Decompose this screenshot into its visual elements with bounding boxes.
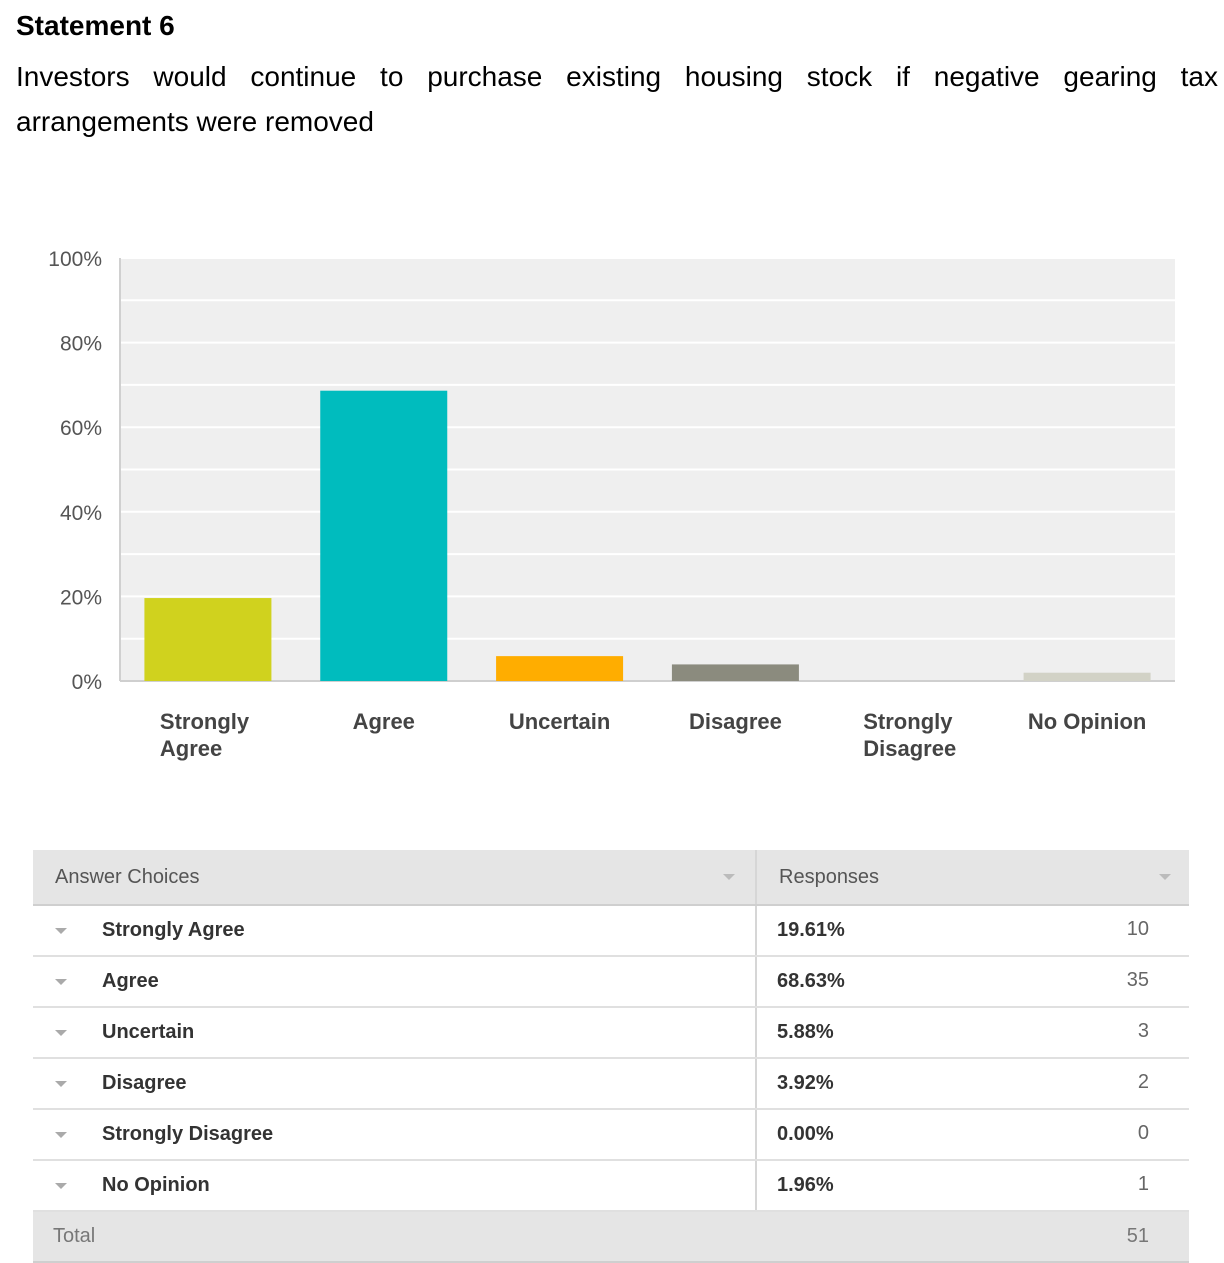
y-tick-label: 20% [59,586,102,610]
x-category-labels [160,709,1146,761]
response-count: 1 [1137,1173,1149,1195]
table-row [33,1007,1189,1058]
x-category-label: Uncertain [508,709,611,734]
response-count: 10 [1126,918,1149,940]
answer-choices-header[interactable] [33,850,756,905]
expand-arrow-icon[interactable] [55,1030,67,1036]
answer-choice: Agree [102,970,159,993]
total-count: 51 [756,1211,1189,1262]
table-row [33,956,1189,1007]
x-category-label: No Opinion [1027,709,1147,734]
statement-heading: Statement 6 [16,10,175,41]
x-category-label: Strongly Disagree [863,709,957,761]
answer-choices-header-label: Answer Choices [55,865,200,888]
x-category-label: Disagree [688,709,782,734]
table-row [33,1160,1189,1211]
responses-table [33,850,1189,1263]
bar-chart [0,240,1224,780]
y-tick-label: 60% [59,417,102,441]
sort-arrow-icon[interactable] [723,874,735,880]
response-percent: 3.92% [777,1072,834,1094]
response-percent: 68.63% [777,970,845,992]
bar [320,391,447,681]
answer-choice: Strongly Disagree [102,1123,274,1146]
response-percent: 19.61% [777,919,845,941]
total-label: Total [53,1225,96,1247]
expand-arrow-icon[interactable] [55,1081,67,1087]
y-tick-label: 100% [48,248,102,271]
responses-header-label: Responses [779,865,880,888]
response-percent: 5.88% [777,1021,834,1043]
expand-arrow-icon[interactable] [55,928,67,934]
expand-arrow-icon[interactable] [55,1183,67,1189]
statement-text: Investors would continue to purchase existing housing stock if negative gearing tax arrangements were removed [16,61,1218,137]
bar [1024,673,1151,681]
sort-arrow-icon[interactable] [1159,874,1171,880]
answer-choice: No Opinion [102,1174,210,1197]
bar [144,598,271,681]
table-header-row [33,850,1189,905]
response-count: 3 [1137,1020,1149,1042]
response-percent: 1.96% [777,1174,834,1196]
bar [672,664,799,681]
answer-choice: Uncertain [102,1021,195,1044]
y-tick-label: 40% [59,501,102,525]
x-category-label: Strongly Agree [159,709,250,761]
expand-arrow-icon[interactable] [55,979,67,985]
response-count: 35 [1126,969,1149,991]
response-count: 0 [1137,1122,1149,1144]
y-tick-labels [48,248,102,694]
answer-choice: Strongly Agree [102,919,245,942]
bar [496,656,623,681]
table-row [33,1058,1189,1109]
table-row [33,905,1189,956]
y-tick-label: 0% [71,671,102,694]
response-percent: 0.00% [777,1123,834,1145]
response-count: 2 [1137,1071,1149,1093]
responses-header[interactable] [756,850,1189,905]
total-row [33,1211,1189,1262]
expand-arrow-icon[interactable] [55,1132,67,1138]
y-tick-label: 80% [59,332,102,356]
answer-choice: Disagree [102,1072,187,1095]
table-row [33,1109,1189,1160]
x-category-label: Agree [352,709,415,734]
